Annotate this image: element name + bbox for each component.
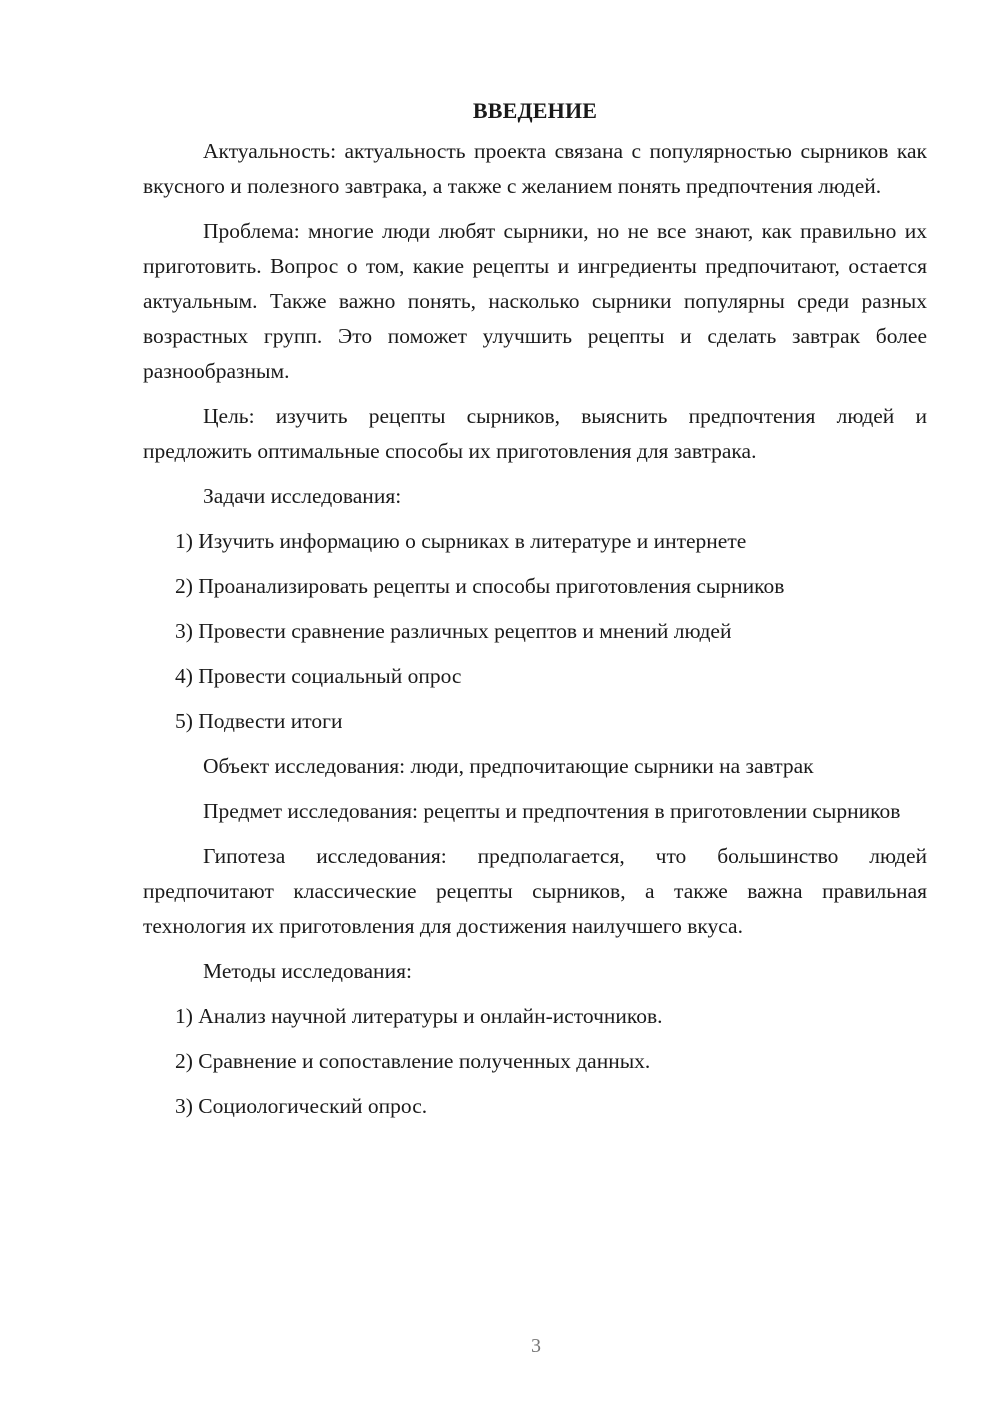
task-item: 5) Подвести итоги (175, 709, 343, 733)
object-line: Объект исследования: люди, предпочитающие сырники на завтрак (203, 754, 814, 778)
hypothesis-paragraph: Гипотеза исследования: предполагается, что большинство людей предпочитают классические рецепты сырников, а также важна правильная технология их приготовления для достижения наилучшего вкуса. (143, 844, 927, 938)
subject-paragraph: Предмет исследования: рецепты и предпочтения в приготовлении сырников (203, 799, 901, 823)
tasks-heading: Задачи исследования: (203, 484, 402, 508)
document-page (143, 93, 927, 1134)
task-item: 2) Проанализировать рецепты и способы приготовления сырников (175, 574, 785, 598)
goal-paragraph: Цель: изучить рецепты сырников, выяснить предпочтения людей и предложить оптимальные способы их приготовления для завтрака. (143, 404, 927, 463)
problem-paragraph: Проблема: многие люди любят сырники, но не все знают, как правильно их приготовить. Вопрос о том, какие рецепты и ингредиенты предпочитают, остается актуальным. Также важно понять, насколько сырники популярны среди разных возрастных групп. Это поможет улучшить рецепты и сделать завтрак более разнообразным. (143, 219, 927, 383)
section-heading: ВВЕДЕНИЕ (472, 98, 598, 123)
methods-heading: Методы исследования: (203, 959, 412, 983)
method-item: 2) Сравнение и сопоставление полученных данных. (175, 1049, 651, 1073)
task-item: 4) Провести социальный опрос (175, 664, 462, 688)
task-item: 3) Провести сравнение различных рецептов и мнений людей (175, 619, 732, 643)
task-item: 1) Изучить информацию о сырниках в литературе и интернете (175, 529, 747, 553)
method-item: 3) Социологический опрос. (175, 1094, 428, 1118)
method-item: 1) Анализ научной литературы и онлайн-источников. (175, 1004, 663, 1028)
page-number: 3 (531, 1335, 541, 1357)
relevance-paragraph: Актуальность: актуальность проекта связана с популярностью сырников как вкусного и полезного завтрака, а также с желанием понять предпочтения людей. (143, 139, 927, 198)
